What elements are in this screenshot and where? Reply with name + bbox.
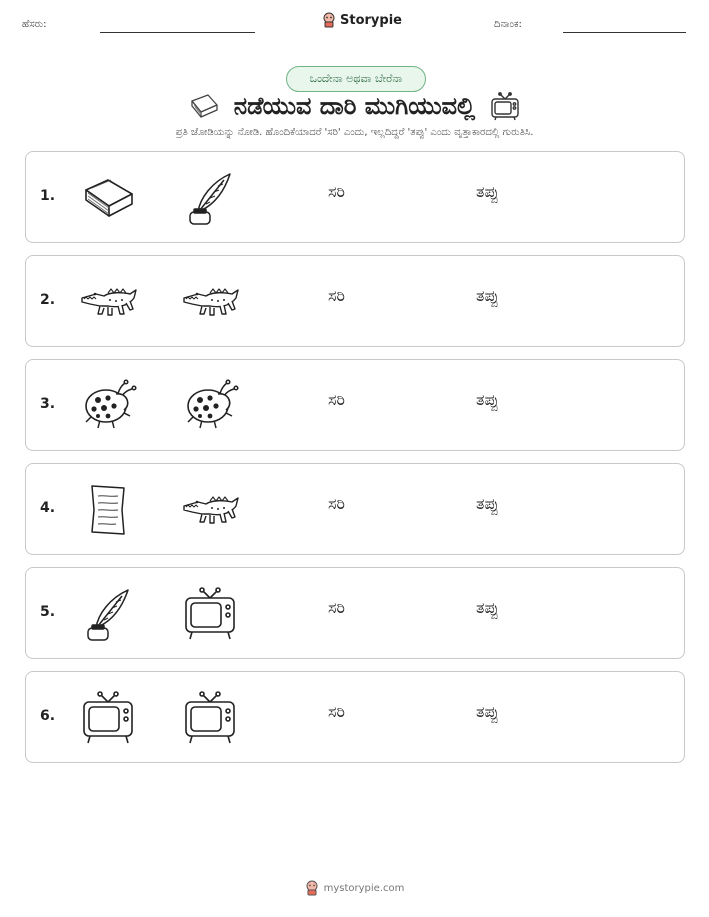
option-false[interactable]: ತಪ್ಪು <box>476 182 499 201</box>
quill-inkwell-icon <box>180 168 240 228</box>
question-number: 5. <box>40 604 56 620</box>
footer-url: mystorypie.com <box>323 882 405 894</box>
crocodile-icon <box>78 272 138 332</box>
brand <box>322 12 402 28</box>
crocodile-icon <box>180 480 240 540</box>
title-row <box>0 90 709 122</box>
book-icon <box>188 91 220 121</box>
question-number: 1. <box>40 188 56 204</box>
option-false[interactable]: ತಪ್ಪು <box>476 494 499 513</box>
ladybug-icon <box>78 376 138 436</box>
question-row <box>25 255 685 347</box>
question-row <box>25 151 685 243</box>
ladybug-icon <box>180 376 240 436</box>
option-true[interactable]: ಸರಿ <box>328 598 345 617</box>
question-number: 3. <box>40 396 56 412</box>
tv-icon <box>180 688 240 748</box>
option-false[interactable]: ತಪ್ಪು <box>476 702 499 721</box>
storypie-logo-icon <box>305 880 319 896</box>
page-title: ನಡೆಯುವ ದಾರಿ ಮುಗಿಯುವಲ್ಲಿ <box>233 92 476 120</box>
option-true[interactable]: ಸರಿ <box>328 702 345 721</box>
question-row <box>25 359 685 451</box>
tv-icon <box>180 584 240 644</box>
option-true[interactable]: ಸರಿ <box>328 390 345 409</box>
question-row <box>25 463 685 555</box>
instructions: ಪ್ರತಿ ಜೋಡಿಯನ್ನು ನೋಡಿ. ಹೊಂದಿಕೆಯಾದರೆ 'ಸರಿ' ಎಂದು, ಇಲ್ಲದಿದ್ದರೆ 'ತಪ್ಪು' ಎಂದು ವೃತ್ತಾಕಾರದಲ್ಲಿ ಗುರುತಿಸಿ. <box>175 127 534 138</box>
question-number: 4. <box>40 500 56 516</box>
topic-badge: ಒಂದೇನಾ ಅಥವಾ ಬೇರೆನಾ <box>286 66 426 92</box>
name-label: ಹೆಸರು: <box>22 19 47 30</box>
option-false[interactable]: ತಪ್ಪು <box>476 598 499 617</box>
question-row <box>25 671 685 763</box>
tv-icon <box>78 688 138 748</box>
option-true[interactable]: ಸರಿ <box>328 286 345 305</box>
option-false[interactable]: ತಪ್ಪು <box>476 390 499 409</box>
name-line[interactable] <box>100 32 255 33</box>
option-true[interactable]: ಸರಿ <box>328 182 345 201</box>
question-number: 6. <box>40 708 56 724</box>
quill-inkwell-icon <box>78 584 138 644</box>
date-line[interactable] <box>563 32 686 33</box>
book-icon <box>78 168 138 228</box>
brand-name: Storypie <box>340 12 402 28</box>
paper-icon <box>78 480 138 540</box>
date-label: ದಿನಾಂಕ: <box>494 19 522 30</box>
tv-icon <box>489 91 521 121</box>
option-false[interactable]: ತಪ್ಪು <box>476 286 499 305</box>
storypie-logo-icon <box>322 12 336 28</box>
crocodile-icon <box>180 272 240 332</box>
footer <box>0 880 709 896</box>
question-row <box>25 567 685 659</box>
question-number: 2. <box>40 292 56 308</box>
option-true[interactable]: ಸರಿ <box>328 494 345 513</box>
